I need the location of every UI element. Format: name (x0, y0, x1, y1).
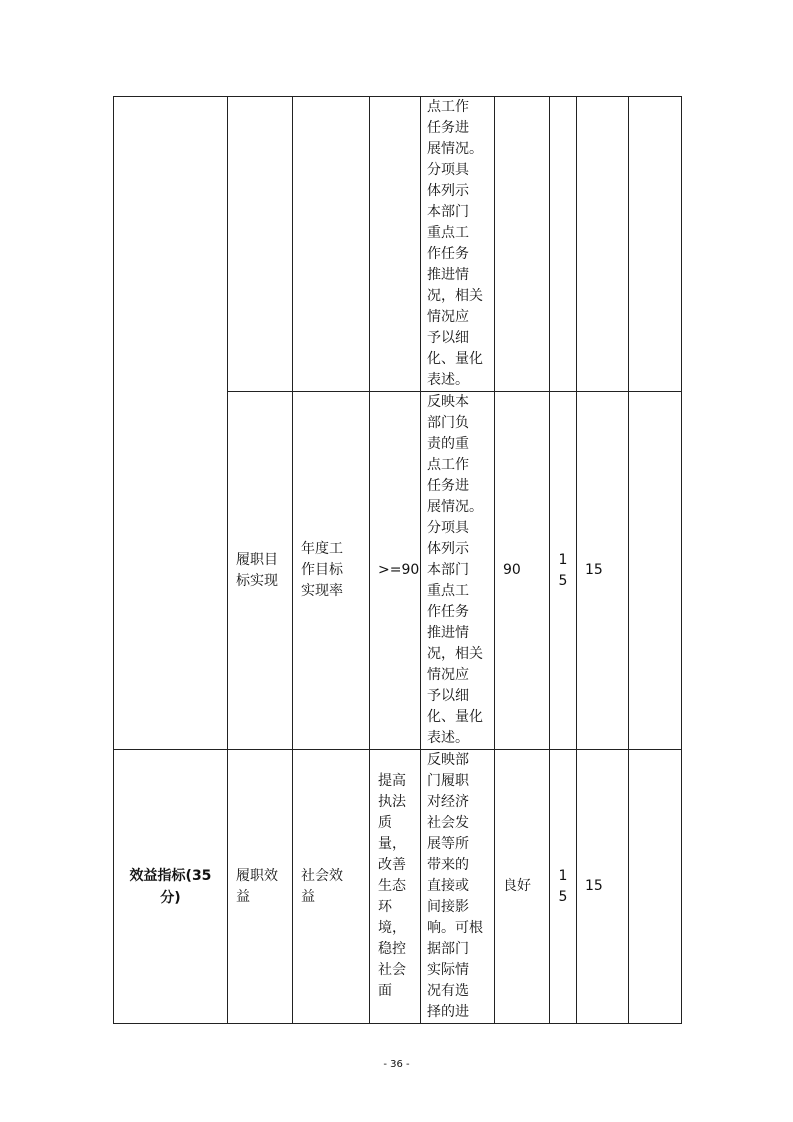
tertiary-indicator-cell: 年度工 作目标 实现率 (293, 392, 370, 750)
primary-indicator-cell: 效益指标(35 分) (114, 750, 228, 1024)
notes-cell (629, 750, 682, 1024)
score-cell (577, 97, 629, 392)
table-row (114, 750, 682, 1024)
target-value-cell (370, 97, 421, 392)
secondary-indicator-cell: 履职目 标实现 (228, 392, 293, 750)
weight-cell (550, 97, 577, 392)
description-cell: 点工作 任务进 展情况。 分项具 体列示 本部门 重点工 作任务 推进情 况，相关 情况应 予以细 化、量化 表述。 (421, 97, 495, 392)
performance-table (113, 96, 682, 1024)
weight-cell: 1 5 (550, 392, 577, 750)
weight-cell: 1 5 (550, 750, 577, 1024)
secondary-indicator-cell: 履职效 益 (228, 750, 293, 1024)
actual-value-cell: 良好 (495, 750, 550, 1024)
primary-indicator-cell (114, 97, 228, 750)
target-value-cell: 提高 执法 质 量， 改善 生态 环 境， 稳控 社会 面 (370, 750, 421, 1024)
tertiary-indicator-cell (293, 97, 370, 392)
description-cell: 反映本 部门负 责的重 点工作 任务进 展情况。 分项具 体列示 本部门 重点工 作任务 推进情 况，相关 情况应 予以细 化、量化 表述。 (421, 392, 495, 750)
target-value-cell: >=90 (370, 392, 421, 750)
score-cell: 15 (577, 392, 629, 750)
notes-cell (629, 392, 682, 750)
score-cell: 15 (577, 750, 629, 1024)
page-number: - 36 - (383, 1059, 410, 1070)
notes-cell (629, 97, 682, 392)
secondary-indicator-cell (228, 97, 293, 392)
tertiary-indicator-cell: 社会效 益 (293, 750, 370, 1024)
actual-value-cell (495, 97, 550, 392)
actual-value-cell: 90 (495, 392, 550, 750)
description-cell: 反映部 门履职 对经济 社会发 展等所 带来的 直接或 间接影 响。可根 据部门 实际情 况有选 择的进 (421, 750, 495, 1024)
table-row (114, 97, 682, 392)
